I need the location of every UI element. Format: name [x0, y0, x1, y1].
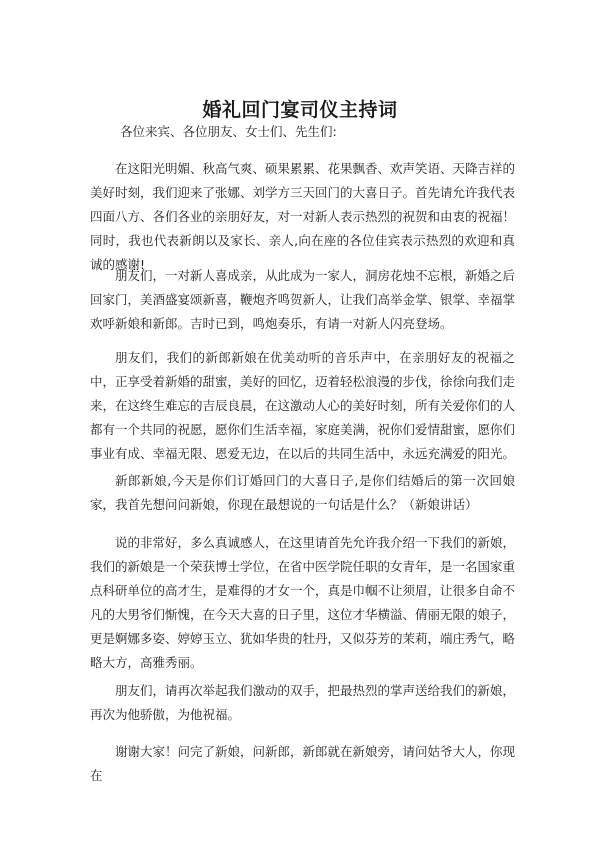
paragraph-question-bride: 新郎新娘,今天是你们订婚回门的大喜日子,是你们结婚后的第一次回娘家，我首先想问问新娘，你现在最想说的一句话是什么？（新娘讲话） — [90, 473, 515, 512]
paragraph-blessings: 朋友们，我们的新郎新娘在优美动听的音乐声中，在亲朋好友的祝福之中，正享受着新婚的甜蜜，美好的回忆，迈着轻松浪漫的步伐，徐徐向我们走来，在这终生难忘的吉辰良晨，在这激动人心的美好时刻，所有关爱你们的人都有一个共同的祝愿，愿你们生活幸福，家庭美满，祝你们爱情甜蜜，愿你们事业有成、幸福无限、恩爱无边，在以后的共同生活中，永远充满爱的阳光。 — [90, 350, 516, 461]
paragraph-question-groom: 谢谢大家！问完了新娘，问新郎，新郎就在新娘旁，请问姑爷大人，你现在 — [90, 744, 516, 783]
paragraph-applause: 朋友们，请再次举起我们激动的双手，把最热烈的掌声送给我们的新娘，再次为他骄傲，为他祝福。 — [90, 683, 516, 722]
greeting-line: 各位来宾、各位朋友、女士们、先生们: — [120, 124, 337, 139]
paragraph-opening-welcome: 在这阳光明媚、秋高气爽、硕果累累、花果飘香、欢声笑语、天降吉祥的美好时刻，我们迎来了张娜、刘学方三天回门的大喜日子。首先请允许我代表四面八方、各们各业的亲朋好友，对一对新人表示热烈的祝贺和由衷的祝福！同时，我也代表新朗以及家长、亲人,向在座的各位佳宾表示热烈的欢迎和真诚的感谢! — [90, 161, 516, 272]
paragraph-newlyweds-entrance: 朋友们，一对新人喜成亲，从此成为一家人，洞房花烛不忘根，新婚之后回家门，美酒盛宴颂新喜，鞭炮齐鸣贺新人，让我们高举金掌、银掌、幸福掌欢呼新娘和新郎。吉时已到，鸣炮奏乐，有请一对新人闪亮登场。 — [90, 268, 516, 331]
document-title: 婚礼回门宴司仪主持词 — [202, 98, 398, 121]
paragraph-introduce-bride: 说的非常好，多么真诚感人，在这里请首先允许我介绍一下我们的新娘，我们的新娘是一个荣获博士学位，在省中医学院任职的女青年，是一名国家重点科研单位的高才生，是难得的才女一个，真是巾帼不让须眉，让很多自命不凡的大男爷们惭愧，在今天大喜的日子里，这位才华横溢、倩丽无限的娘子，更是婀娜多姿、婷婷玉立、犹如华贵的牡丹，又似芬芳的茉莉，端庄秀气，略略大方，高雅秀丽。 — [90, 535, 516, 670]
